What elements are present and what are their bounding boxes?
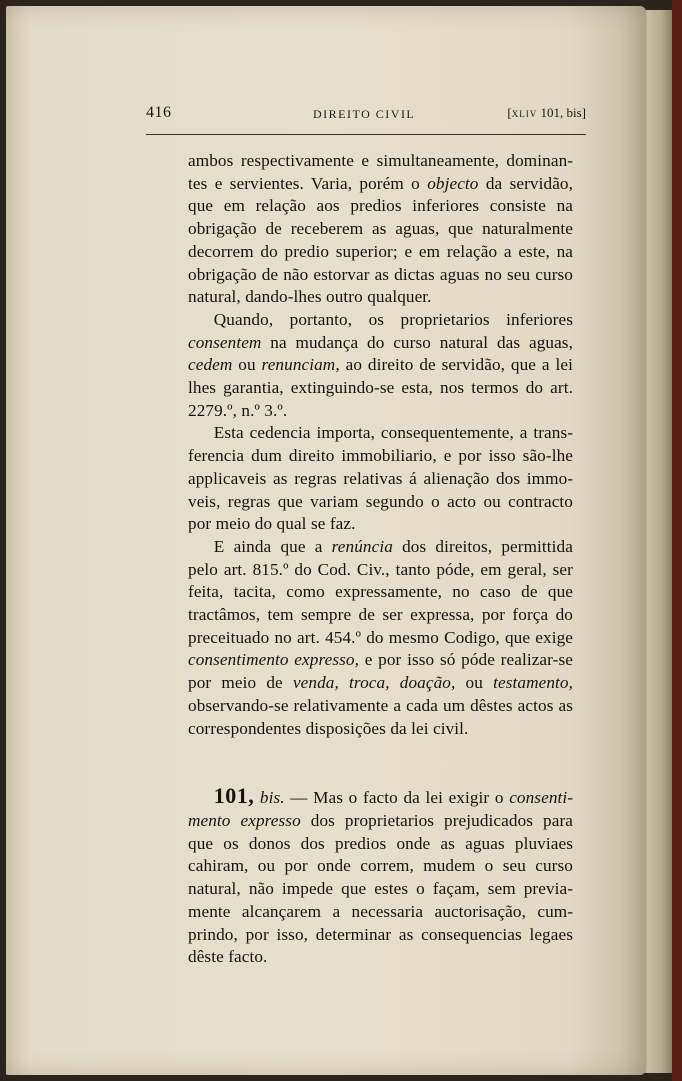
text-run: ao direito de servidão, que a lei lhes garantia, extinguindo-se esta, nos termos do art. 2279.º, n.º 3.º. bbox=[188, 355, 573, 420]
text-run: ou bbox=[232, 355, 262, 375]
italic-term: objecto bbox=[427, 173, 479, 193]
section-number-bold: 101, bbox=[213, 783, 255, 809]
body-text bbox=[188, 150, 573, 969]
book-cover-edge bbox=[672, 0, 682, 1081]
running-head bbox=[146, 104, 586, 126]
section-paragraph bbox=[188, 785, 573, 969]
italic-term: bis. bbox=[259, 788, 285, 808]
header-rule bbox=[146, 134, 586, 135]
paragraph bbox=[188, 422, 573, 536]
text-run: Quando, portanto, os proprietarios inferiores bbox=[213, 309, 573, 329]
chapter-numeral: XLIV bbox=[511, 109, 538, 119]
italic-term: renunciam, bbox=[261, 355, 340, 375]
paragraph bbox=[188, 536, 573, 740]
italic-term: venda, troca, doação, bbox=[292, 673, 456, 693]
italic-term: testamento, bbox=[493, 673, 573, 693]
italic-term: cedem bbox=[188, 355, 233, 375]
text-run: da servidão, que em relação aos predios inferiores consiste na obrigação de receberem as aguas, que naturalmente decorrem do predio superior; e em relação a este, na obrigação de não estorvar as dictas aguas no seu curso natural, dando-lhes outro qualquer. bbox=[188, 173, 574, 307]
paragraph bbox=[188, 150, 573, 309]
italic-term: consentem bbox=[188, 332, 262, 352]
text-run: Esta cedencia importa, consequentemente, a transferencia dum direito immobiliario, e por isso são-lhe applicaveis as regras relativas á alienação dos immoveis, regras que variam segundo o acto ou contracto por meio do qual se faz. bbox=[188, 423, 573, 534]
text-run: na mudança do curso natural das aguas, bbox=[261, 332, 573, 352]
text-run: ambos respectivamente e simultaneamente, dominantes e servientes. Varia, porém o bbox=[188, 151, 573, 193]
text-run: E ainda que a bbox=[213, 536, 332, 556]
section-number: 101, bis] bbox=[537, 105, 586, 120]
text-run: ou bbox=[455, 673, 494, 693]
italic-term: consentimento expresso bbox=[188, 788, 573, 830]
text-run: e por isso só póde realizar-se por meio de bbox=[188, 650, 573, 693]
text-run: dos proprietarios prejudicados para que os donos dos predios onde as aguas pluviaes cahiram, ou por onde correm, mudem o seu curso natural, não impede que estes o façam, sem previamente alcançarem a necessaria auctorisação, cumprindo, por isso, determinar as consequencias legaes dêste facto. bbox=[188, 810, 574, 967]
paragraph bbox=[188, 309, 573, 423]
italic-term: renúncia bbox=[331, 536, 393, 556]
text-run: — Mas o facto da lei exigir o bbox=[284, 788, 510, 808]
italic-term: consentimento expresso, bbox=[188, 650, 359, 670]
running-title: DIREITO CIVIL bbox=[313, 107, 416, 121]
text-run: dos direitos, permittida pelo art. 815.º do Cod. Civ., tanto póde, em geral, ser feita, tacita, como expressamente, no caso de que tractâmos, tem sempre de ser expressa, por força do preceituado no art. 454.º do mesmo Codigo, que exige bbox=[188, 536, 573, 647]
page-number: 416 bbox=[146, 104, 172, 121]
section-reference: [XLIV 101, bis] bbox=[507, 105, 586, 120]
text-run: observando-se relativamente a cada um dêstes actos as correspondentes disposições da lei civil. bbox=[188, 695, 573, 738]
